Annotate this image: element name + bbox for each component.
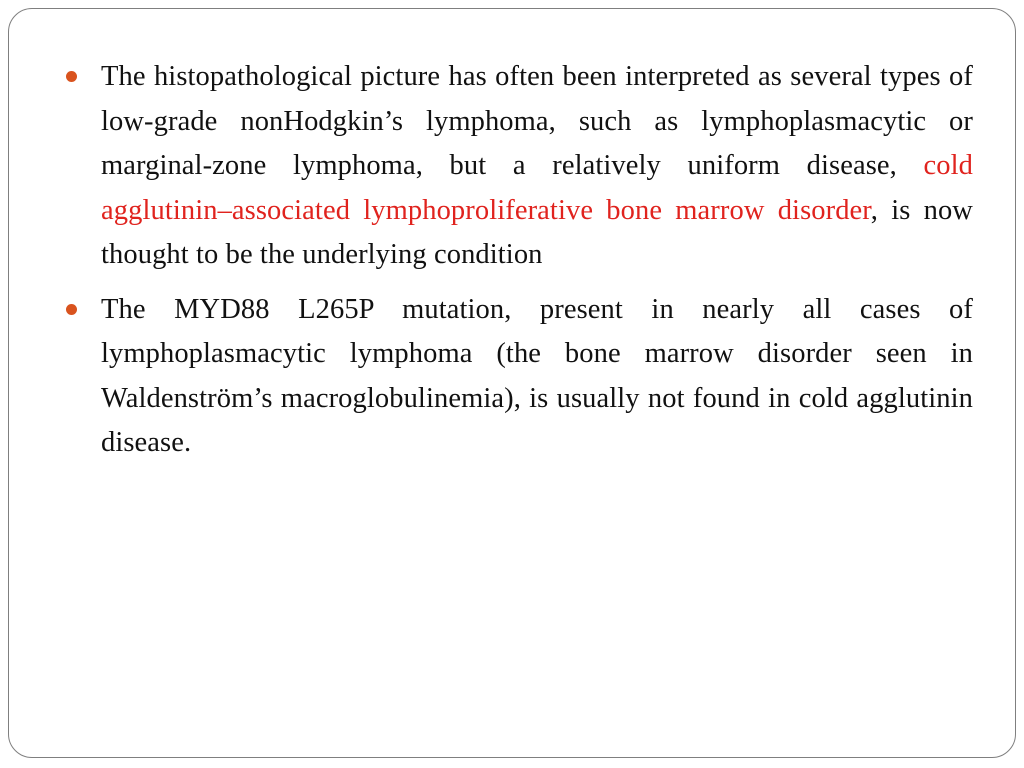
bullet-item-1 xyxy=(65,55,973,278)
bullet-dot-icon xyxy=(66,304,77,315)
bullet-text-1 xyxy=(101,55,973,278)
bullet-list xyxy=(65,55,973,476)
slide-frame xyxy=(8,8,1016,758)
bullet-item-2 xyxy=(65,288,973,466)
bullet-1-text-before: The histopathological picture has often been interpreted as several types of low-grade nonHodgkin’s lymphoma, such as lymphoplasmacytic or marginal-zone lymphoma, but a relatively uniform disease, xyxy=(101,61,973,181)
bullet-1-highlight: cold agglutinin–associated lymphoproliferative bone marrow disorder xyxy=(101,150,973,226)
bullet-2-text: The MYD88 L265P mutation, present in nearly all cases of lymphoplasmacytic lymphoma (the bone marrow disorder seen in Waldenström’s macroglobulinemia), is usually not found in cold agglutinin disease. xyxy=(101,293,973,458)
bullet-1-text-after: , is now thought to be the underlying condition xyxy=(101,194,973,270)
bullet-text-2 xyxy=(101,288,973,466)
bullet-dot-icon xyxy=(66,71,77,82)
